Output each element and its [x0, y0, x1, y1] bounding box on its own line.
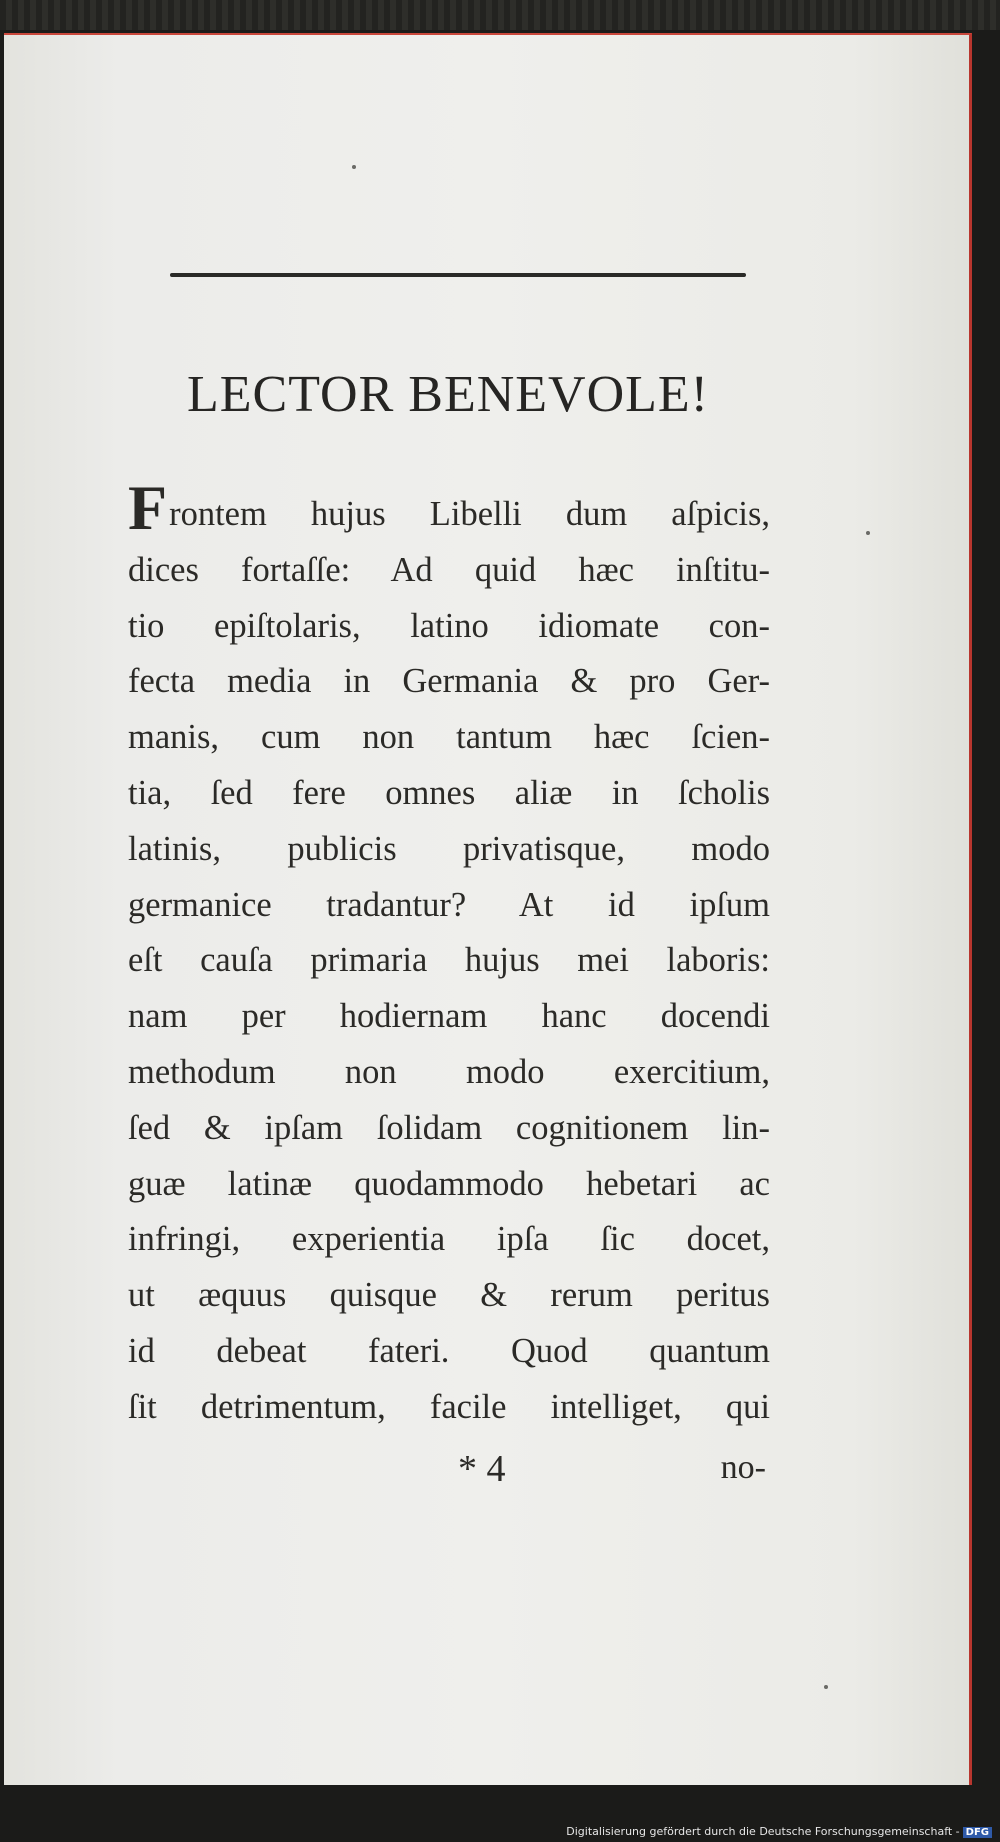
text-line: Frontem hujus Libelli dum aſpicis, — [128, 472, 770, 543]
text-line: fecta media in Germania & pro Ger- — [128, 662, 770, 701]
book-page — [4, 33, 972, 1785]
text-line: dices fortaſſe: Ad quid hæc inſtitu- — [128, 550, 770, 589]
text-line: tia, ſed fere omnes aliæ in ſcholis — [128, 773, 770, 812]
text-line: manis, cum non tantum hæc ſcien- — [128, 718, 770, 757]
text-line: ſit detrimentum, facile intelliget, qui — [128, 1387, 770, 1426]
page-heading: LECTOR BENEVOLE! — [187, 366, 709, 423]
text-line: ut æquus quisque & rerum peritus — [128, 1276, 770, 1315]
dfg-logo: DFG — [963, 1827, 992, 1838]
text-line: latinis, publicis privatisque, modo — [128, 829, 770, 868]
paper-speck — [352, 165, 356, 169]
text-line: methodum non modo exercitium, — [128, 1052, 770, 1091]
text-line: guæ latinæ quodammodo hebetari ac — [128, 1164, 770, 1203]
signature-mark: * 4 — [458, 1448, 506, 1490]
catchword: no- — [720, 1449, 766, 1486]
text-line: infringi, experientia ipſa ſic docet, — [128, 1220, 770, 1259]
paper-speck — [824, 1685, 828, 1689]
digitization-credit — [566, 1825, 992, 1838]
scan-top-border — [0, 0, 1000, 30]
text-line: ſed & ipſam ſolidam cognitionem lin- — [128, 1108, 770, 1147]
credit-text: Digitalisierung gefördert durch die Deutsche Forschungsgemeinschaft - — [566, 1825, 960, 1838]
text-line: eſt cauſa primaria hujus mei laboris: — [128, 941, 770, 980]
paper-speck — [866, 531, 870, 535]
text-line: nam per hodiernam hanc docendi — [128, 997, 770, 1036]
text-line: id debeat fateri. Quod quantum — [128, 1331, 770, 1370]
body-text — [128, 472, 770, 1436]
page-footer — [128, 1447, 770, 1507]
drop-cap: F — [128, 472, 168, 543]
page-content — [4, 35, 969, 1785]
text-line: tio epiſtolaris, latino idiomate con- — [128, 606, 770, 645]
text-line: germanice tradantur? At id ipſum — [128, 885, 770, 924]
ornamental-rule — [170, 273, 746, 277]
